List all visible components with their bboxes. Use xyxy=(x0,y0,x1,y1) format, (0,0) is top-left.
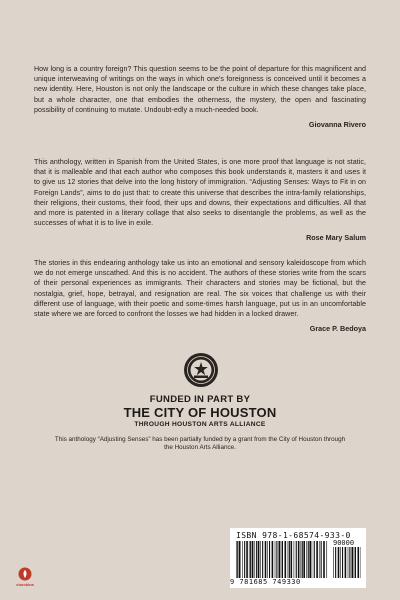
barcode-bar xyxy=(291,541,293,578)
barcode-bar xyxy=(358,547,360,578)
barcode-bar xyxy=(258,541,260,578)
barcode-bar xyxy=(349,547,350,578)
barcode-bar xyxy=(301,541,302,578)
barcode-bar xyxy=(319,541,320,578)
funding-heading: FUNDED IN PART BY xyxy=(149,394,251,405)
barcode-bar xyxy=(249,541,250,578)
review-author: Grace P. Bedoya xyxy=(309,324,366,334)
barcode-bar xyxy=(333,547,334,578)
barcode-bar xyxy=(281,541,282,578)
review-blurb xyxy=(34,157,366,242)
barcode-bar xyxy=(345,547,347,578)
barcode-bar xyxy=(244,541,245,578)
review-text: This anthology, written in Spanish from the United States, is one more proof that language is not static, that it is malleable and that each author who composes this book understands it, masters it and uses it to give us 12 stories that delve into the long history of immigration. “Adjusting Senses: Ways to Fit in on Foreign Lands”, aims to do just that: to create this universe that describes the intra-family relationships, their religions, their customs, their food, their ups and downs, their expectations and difficulties. All that and more is patented in a literary collage that also seeks to disentangle the problems, as well as the successes of what it is to live in exile. xyxy=(34,158,366,228)
barcode-bar xyxy=(321,541,322,578)
barcode-bar xyxy=(236,541,237,578)
isbn-label: ISBN 978-1-68574-933-0 xyxy=(236,531,351,540)
barcode-bar xyxy=(237,541,238,578)
barcode-bar xyxy=(316,541,318,578)
barcode-bar xyxy=(252,541,254,578)
price-code: 90000 xyxy=(333,539,355,547)
isbn-barcode xyxy=(230,528,366,588)
barcode-bar xyxy=(256,541,257,578)
funding-city: THE CITY OF HOUSTON xyxy=(123,405,277,420)
barcode-bar xyxy=(246,541,248,578)
barcode-bar xyxy=(323,541,325,578)
review-blurb xyxy=(34,64,366,129)
barcode-bar xyxy=(269,541,270,578)
barcode-bar xyxy=(289,541,290,578)
barcode-bar xyxy=(306,541,307,578)
review-blurb xyxy=(34,258,366,333)
barcode-bar xyxy=(276,541,277,578)
publisher-name: ebookina xyxy=(16,582,34,587)
barcode-bar xyxy=(354,547,355,578)
barcode-bars xyxy=(236,541,328,578)
barcode-bar xyxy=(303,541,305,578)
barcode-bar xyxy=(308,541,309,578)
barcode-bar xyxy=(352,547,354,578)
barcode-bar xyxy=(254,541,255,578)
barcode-bar xyxy=(312,541,313,578)
barcode-bar xyxy=(250,541,251,578)
barcode-bar xyxy=(302,541,303,578)
barcode-bar xyxy=(282,541,283,578)
publisher-logo-icon xyxy=(18,567,32,581)
review-author: Rose Mary Salum xyxy=(306,233,366,243)
barcode-bar xyxy=(296,541,297,578)
review-text: How long is a country foreign? This question seems to be the point of departure for this magnificent and unique interweaving of writings on the ways in which one's foreignness is conceived until it becomes a new identity. Here, Houston is not only the landscape or the culture in which these changes take place, but a whole character, one that embodies the otherness, the mystery, the open and fascinating possibility of continuing to mutate. Undoubt-edly a much-needed book. xyxy=(34,65,366,114)
barcode-digits: 9 781685 749330 xyxy=(230,578,301,586)
barcode-bar xyxy=(338,547,340,578)
barcode-bar xyxy=(355,547,356,578)
city-seal-icon xyxy=(183,352,219,388)
grant-note: This anthology “Adjusting Senses” has been partially funded by a grant from the City of Houston through the Houston Arts Alliance. xyxy=(54,436,346,452)
barcode-bar xyxy=(294,541,295,578)
barcode-bar xyxy=(288,541,289,578)
review-text: The stories in this endearing anthology take us into an emotional and sensory kaleidoscope from which we do not emerge unscathed. And this is no accident. The authors of these stories write from the scars of their personal experiences as immigrants. Their characters and stories may be fictional, but the nostalgia, grief, hope, betrayal, and resignation are real. The six voices that challenge us with their different use of language, with their poetic and some-times harsh language, put us in an uncomfortable state where we are forced to confront the losses we had hidden in a locked drawer. xyxy=(34,259,366,319)
barcode-addon-bars xyxy=(333,547,361,578)
barcode-bar xyxy=(335,547,336,578)
barcode-bar xyxy=(309,541,311,578)
barcode-bar xyxy=(285,541,287,578)
barcode-bar xyxy=(348,547,349,578)
review-author: Giovanna Rivero xyxy=(308,120,366,130)
barcode-bar xyxy=(326,541,327,578)
barcode-bar xyxy=(262,541,263,578)
barcode-bar xyxy=(239,541,241,578)
barcode-bar xyxy=(272,541,274,578)
barcode-bar xyxy=(342,547,343,578)
barcode-bar xyxy=(260,541,261,578)
barcode-bar xyxy=(265,541,267,578)
barcode-bar xyxy=(275,541,276,578)
barcode-bar xyxy=(340,547,341,578)
barcode-bar xyxy=(242,541,243,578)
barcode-bar xyxy=(298,541,300,578)
funding-through: THROUGH HOUSTON ARTS ALLIANCE xyxy=(134,421,266,428)
barcode-bar xyxy=(267,541,268,578)
barcode-bar xyxy=(314,541,315,578)
barcode-bar xyxy=(279,541,281,578)
